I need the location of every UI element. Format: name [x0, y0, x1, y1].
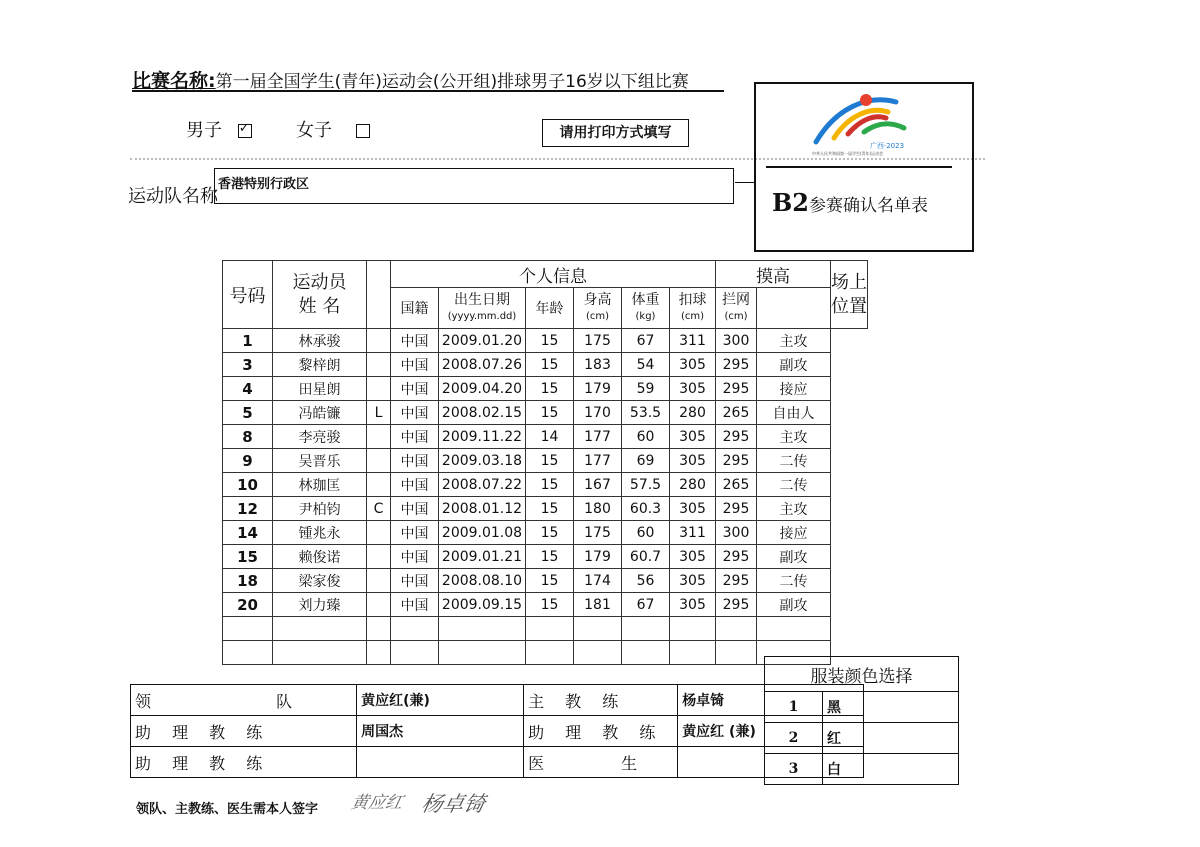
player-spike: 305: [670, 449, 716, 473]
uniform-option-number: 1: [765, 692, 823, 723]
player-weight: 56: [622, 569, 670, 593]
player-nationality: 中国: [391, 521, 439, 545]
player-weight: 59: [622, 377, 670, 401]
player-block: 295: [716, 497, 757, 521]
player-role: [367, 473, 391, 497]
header-age: 年龄: [526, 288, 574, 329]
header-personal-info: 个人信息: [391, 261, 716, 288]
male-check-mark: ✓: [238, 121, 250, 136]
player-name: 锺兆永: [273, 521, 367, 545]
player-nationality: 中国: [391, 473, 439, 497]
leader-label: 领 队: [131, 685, 357, 716]
header-number: 号码: [223, 261, 273, 329]
player-role: L: [367, 401, 391, 425]
player-height: 177: [574, 425, 622, 449]
player-spike: 305: [670, 377, 716, 401]
player-dob: 2009.04.20: [439, 377, 526, 401]
player-name: 赖俊诺: [273, 545, 367, 569]
female-label: 女子: [296, 120, 332, 141]
player-height: 179: [574, 545, 622, 569]
assistant-coach-value-1[interactable]: 周国杰: [357, 716, 524, 747]
uniform-title: 服装颜色选择: [765, 657, 959, 692]
uniform-option[interactable]: [765, 754, 959, 785]
player-weight: 60.7: [622, 545, 670, 569]
table-row: [223, 377, 868, 401]
player-block: 295: [716, 569, 757, 593]
player-weight: 67: [622, 329, 670, 353]
player-number: 5: [223, 401, 273, 425]
player-position: 接应: [757, 521, 831, 545]
player-role: [367, 521, 391, 545]
player-nationality: 中国: [391, 353, 439, 377]
player-age: 15: [526, 569, 574, 593]
male-option[interactable]: [186, 116, 252, 142]
player-weight: 60: [622, 425, 670, 449]
player-number: 14: [223, 521, 273, 545]
player-block: 295: [716, 425, 757, 449]
player-spike: 305: [670, 425, 716, 449]
player-position: 二传: [757, 569, 831, 593]
player-weight: 60: [622, 521, 670, 545]
player-height: 170: [574, 401, 622, 425]
player-height: 177: [574, 449, 622, 473]
signature-leader: 黄应红: [349, 793, 405, 813]
player-nationality: 中国: [391, 545, 439, 569]
player-position: 自由人: [757, 401, 831, 425]
player-age: 15: [526, 593, 574, 617]
assistant-coach-label-2: 助 理 教 练: [524, 716, 678, 747]
player-height: 175: [574, 329, 622, 353]
header-dob: 出生日期 (yyyy.mm.dd): [439, 288, 526, 329]
player-dob: 2008.02.15: [439, 401, 526, 425]
player-number: 18: [223, 569, 273, 593]
table-row: [223, 329, 868, 353]
player-dob: 2009.01.20: [439, 329, 526, 353]
player-block: 300: [716, 521, 757, 545]
form-heading: [772, 188, 928, 217]
player-number: 9: [223, 449, 273, 473]
player-age: 15: [526, 521, 574, 545]
table-row: [223, 425, 868, 449]
table-row: [223, 497, 868, 521]
player-role: [367, 569, 391, 593]
player-weight: 60.3: [622, 497, 670, 521]
player-position: 副攻: [757, 545, 831, 569]
table-row-empty: [223, 617, 868, 641]
form-code: B2: [772, 188, 809, 217]
player-block: 295: [716, 353, 757, 377]
player-block: 265: [716, 473, 757, 497]
player-spike: 280: [670, 401, 716, 425]
uniform-option-number: 3: [765, 754, 823, 785]
team-label: 运动队名称: [128, 186, 218, 207]
player-role: [367, 449, 391, 473]
player-dob: 2009.09.15: [439, 593, 526, 617]
player-dob: 2009.11.22: [439, 425, 526, 449]
player-spike: 305: [670, 593, 716, 617]
player-age: 15: [526, 329, 574, 353]
player-age: 15: [526, 545, 574, 569]
player-spike: 305: [670, 569, 716, 593]
table-row: [223, 569, 868, 593]
doctor-label: 医 生: [524, 747, 678, 778]
staff-table: [130, 684, 864, 778]
player-weight: 67: [622, 593, 670, 617]
table-row: [223, 521, 868, 545]
player-number: 12: [223, 497, 273, 521]
competition-title: [132, 66, 689, 93]
player-dob: 2009.01.21: [439, 545, 526, 569]
header-athlete-name: 运动员 姓 名: [273, 261, 367, 329]
player-dob: 2008.01.12: [439, 497, 526, 521]
player-spike: 305: [670, 353, 716, 377]
player-number: 8: [223, 425, 273, 449]
player-number: 10: [223, 473, 273, 497]
player-spike: 305: [670, 497, 716, 521]
player-weight: 54: [622, 353, 670, 377]
player-nationality: 中国: [391, 329, 439, 353]
header-role: [367, 261, 391, 329]
player-position: 主攻: [757, 425, 831, 449]
player-position: 接应: [757, 377, 831, 401]
player-block: 295: [716, 449, 757, 473]
player-age: 15: [526, 353, 574, 377]
header-weight: 体重 (kg): [622, 288, 670, 329]
header-height: 身高 (cm): [574, 288, 622, 329]
header-nationality: 国籍: [391, 288, 439, 329]
player-role: [367, 353, 391, 377]
player-position: 二传: [757, 473, 831, 497]
player-name: 田星朗: [273, 377, 367, 401]
player-role: [367, 377, 391, 401]
player-block: 265: [716, 401, 757, 425]
uniform-option[interactable]: [765, 692, 959, 723]
player-dob: 2008.07.22: [439, 473, 526, 497]
player-age: 15: [526, 377, 574, 401]
header-spike: 扣球 (cm): [670, 288, 716, 329]
player-height: 174: [574, 569, 622, 593]
player-dob: 2009.03.18: [439, 449, 526, 473]
signature-head-coach: 杨卓锜: [419, 792, 488, 816]
head-coach-value[interactable]: 杨卓锜: [678, 685, 864, 716]
uniform-option-color: 白: [823, 754, 959, 785]
uniform-option-number: 2: [765, 723, 823, 754]
player-number: 4: [223, 377, 273, 401]
competition-label: 比赛名称:: [132, 70, 216, 92]
player-position: 主攻: [757, 497, 831, 521]
player-role: [367, 329, 391, 353]
team-name-field[interactable]: 香港特别行政区: [214, 168, 734, 204]
uniform-color-table: [764, 656, 959, 785]
player-spike: 311: [670, 521, 716, 545]
roster-table: [222, 260, 868, 665]
female-option[interactable]: [296, 116, 370, 142]
player-age: 15: [526, 497, 574, 521]
player-dob: 2009.01.08: [439, 521, 526, 545]
games-logo: [808, 88, 918, 156]
player-name: 黎梓朗: [273, 353, 367, 377]
logo-year: 广西·2023: [870, 142, 905, 150]
female-checkbox[interactable]: [356, 124, 370, 138]
player-name: 林承骏: [273, 329, 367, 353]
player-number: 20: [223, 593, 273, 617]
player-name: 吴晋乐: [273, 449, 367, 473]
player-name: 尹柏钧: [273, 497, 367, 521]
table-row: [223, 449, 868, 473]
player-height: 175: [574, 521, 622, 545]
player-spike: 305: [670, 545, 716, 569]
male-checkbox[interactable]: [238, 121, 252, 138]
player-name: 梁家俊: [273, 569, 367, 593]
table-row: [223, 593, 868, 617]
player-number: 1: [223, 329, 273, 353]
table-row: [223, 473, 868, 497]
logo-separator: [766, 166, 952, 168]
assistant-coach-label-1: 助 理 教 练: [131, 716, 357, 747]
player-dob: 2008.07.26: [439, 353, 526, 377]
player-name: 刘力臻: [273, 593, 367, 617]
player-height: 180: [574, 497, 622, 521]
player-number: 3: [223, 353, 273, 377]
header-reach: 摸高: [716, 261, 831, 288]
leader-value[interactable]: 黄应红(兼): [357, 685, 524, 716]
signature-note: 领队、主教练、医生需本人签字: [136, 802, 319, 817]
player-position: 二传: [757, 449, 831, 473]
header-position: 场上 位置: [831, 261, 868, 329]
player-name: 冯皓镰: [273, 401, 367, 425]
player-height: 183: [574, 353, 622, 377]
logo-caption: 中华人民共和国第一届学生(青年)运动会: [812, 151, 884, 156]
player-role: C: [367, 497, 391, 521]
player-weight: 69: [622, 449, 670, 473]
player-age: 14: [526, 425, 574, 449]
player-nationality: 中国: [391, 449, 439, 473]
table-row: [223, 353, 868, 377]
player-role: [367, 545, 391, 569]
team-connector-line: [735, 182, 755, 183]
player-nationality: 中国: [391, 425, 439, 449]
player-age: 15: [526, 401, 574, 425]
player-position: 副攻: [757, 353, 831, 377]
player-name: 李亮骏: [273, 425, 367, 449]
player-nationality: 中国: [391, 377, 439, 401]
player-block: 295: [716, 377, 757, 401]
player-name: 林珈匡: [273, 473, 367, 497]
print-note: 请用打印方式填写: [542, 119, 689, 147]
player-nationality: 中国: [391, 593, 439, 617]
player-height: 181: [574, 593, 622, 617]
player-block: 295: [716, 593, 757, 617]
player-position: 主攻: [757, 329, 831, 353]
player-block: 300: [716, 329, 757, 353]
competition-name: 第一届全国学生(青年)运动会(公开组)排球男子16岁以下组比赛: [215, 72, 689, 92]
player-height: 179: [574, 377, 622, 401]
player-spike: 311: [670, 329, 716, 353]
player-role: [367, 425, 391, 449]
player-number: 15: [223, 545, 273, 569]
head-coach-label: 主 教 练: [524, 685, 678, 716]
player-nationality: 中国: [391, 401, 439, 425]
title-underline: [132, 90, 724, 92]
table-row: [223, 545, 868, 569]
uniform-option[interactable]: [765, 723, 959, 754]
male-label: 男子: [186, 120, 222, 141]
player-age: 15: [526, 473, 574, 497]
player-age: 15: [526, 449, 574, 473]
table-row: [223, 401, 868, 425]
player-position: 副攻: [757, 593, 831, 617]
player-spike: 280: [670, 473, 716, 497]
player-height: 167: [574, 473, 622, 497]
form-title: 参赛确认名单表: [808, 196, 928, 216]
player-weight: 53.5: [622, 401, 670, 425]
player-nationality: 中国: [391, 569, 439, 593]
assistant-coach-value-2[interactable]: 黄应红 (兼): [678, 716, 864, 747]
uniform-option-color: 红: [823, 723, 959, 754]
assistant-coach-label-3: 助 理 教 练: [131, 747, 357, 778]
player-weight: 57.5: [622, 473, 670, 497]
player-nationality: 中国: [391, 497, 439, 521]
assistant-coach-value-3[interactable]: [357, 747, 524, 778]
header-block: 拦网 (cm): [716, 288, 757, 329]
player-dob: 2008.08.10: [439, 569, 526, 593]
player-block: 295: [716, 545, 757, 569]
player-role: [367, 593, 391, 617]
uniform-option-color: 黑: [823, 692, 959, 723]
